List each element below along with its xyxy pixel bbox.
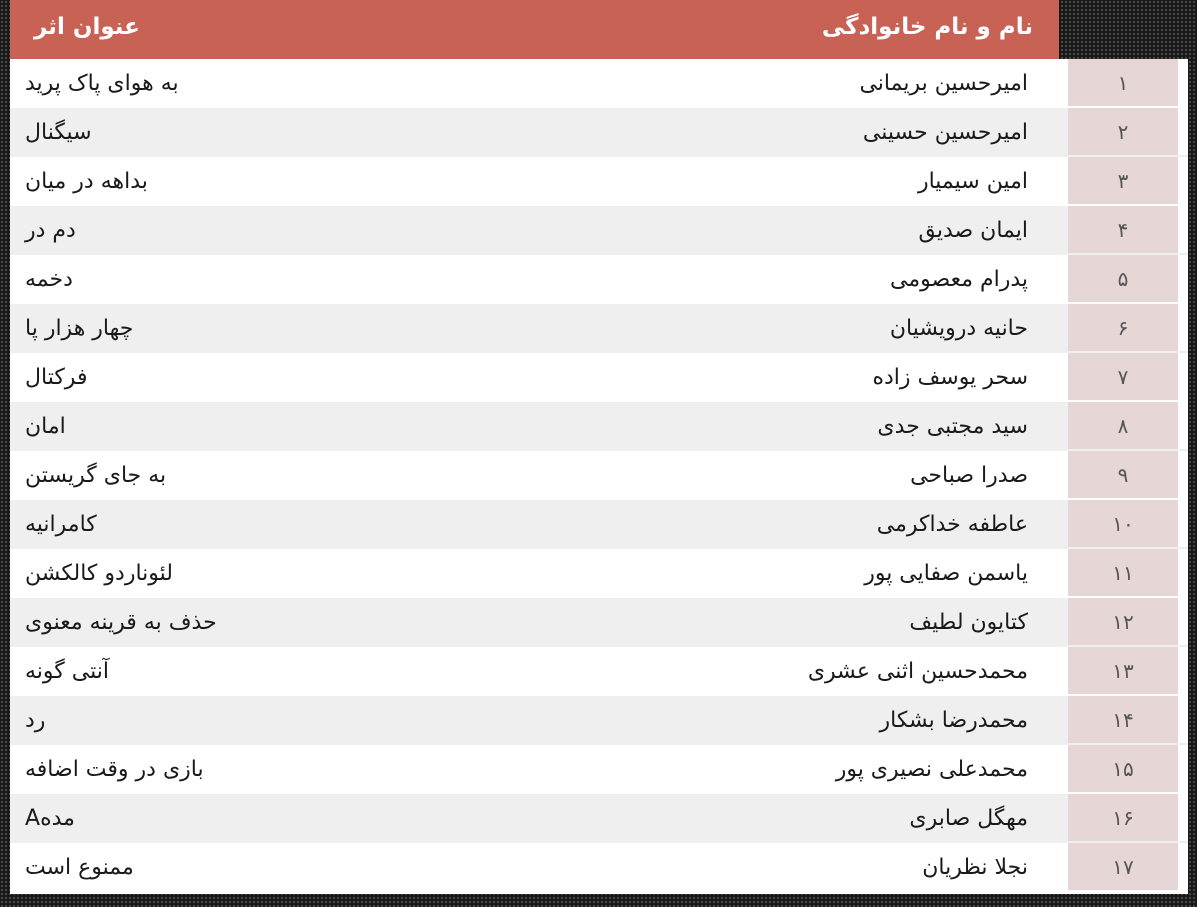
row-number: ۱۰	[1068, 500, 1188, 547]
table-row	[10, 794, 1188, 843]
table-row	[10, 304, 1188, 353]
row-name: امیرحسین حسینی	[862, 120, 1028, 145]
row-name: صدرا صباحی	[910, 463, 1028, 488]
row-name: امین سیمیار	[917, 169, 1028, 194]
row-title: حذف به قرینه معنوی	[25, 610, 217, 635]
table-row	[10, 451, 1188, 500]
row-name: یاسمن صفایی پور	[864, 561, 1028, 586]
row-number: ۴	[1068, 206, 1188, 253]
row-title: دخمه	[25, 267, 73, 292]
table-row	[10, 402, 1188, 451]
row-name: سحر یوسف زاده	[872, 365, 1028, 390]
table-row	[10, 353, 1188, 402]
row-name: ایمان صدیق	[918, 218, 1028, 243]
table-row	[10, 500, 1188, 549]
row-number: ۱۱	[1068, 549, 1188, 596]
row-name: مهگل صابری	[909, 806, 1028, 831]
row-title: بداهه در میان	[25, 169, 148, 194]
table-row	[10, 549, 1188, 598]
row-number: ۱۲	[1068, 598, 1188, 645]
row-title: لئوناردو کالکشن	[25, 561, 173, 586]
row-title: سیگنال	[25, 120, 92, 145]
row-number: ۱۳	[1068, 647, 1188, 694]
row-title: چهار هزار پا	[25, 316, 134, 341]
row-title: آنتی گونه	[25, 659, 109, 684]
row-number: ۱۴	[1068, 696, 1188, 743]
row-number: ۶	[1068, 304, 1188, 351]
table-header	[10, 0, 1059, 59]
row-title: مدهA	[25, 806, 75, 831]
row-number: ۷	[1068, 353, 1188, 400]
column-header-title: عنوان اثر	[34, 14, 140, 40]
row-name: کتایون لطیف	[909, 610, 1028, 635]
row-title: به جای گریستن	[25, 463, 167, 488]
row-name: حانیه درویشیان	[889, 316, 1028, 341]
row-title: امان	[25, 414, 66, 439]
table-row	[10, 59, 1188, 108]
row-number: ۱۵	[1068, 745, 1188, 792]
row-name: محمدرضا بشکار	[879, 708, 1028, 733]
row-number: ۲	[1068, 108, 1188, 155]
table-row	[10, 206, 1188, 255]
row-name: پدرام معصومی	[890, 267, 1028, 292]
row-number: ۱	[1068, 59, 1188, 106]
row-title: کامرانیه	[25, 512, 97, 537]
column-header-name: نام و نام خانوادگی	[821, 14, 1033, 40]
table-row	[10, 745, 1188, 794]
row-name: محمدحسین اثنی عشری	[807, 659, 1028, 684]
table-row	[10, 157, 1188, 206]
table-row	[10, 598, 1188, 647]
row-title: دم در	[25, 218, 76, 243]
row-number: ۱۶	[1068, 794, 1188, 841]
row-number: ۵	[1068, 255, 1188, 302]
row-number: ۳	[1068, 157, 1188, 204]
row-name: محمدعلی نصیری پور	[835, 757, 1028, 782]
row-name: نجلا نظریان	[922, 855, 1028, 880]
row-title: بازی در وقت اضافه	[25, 757, 204, 782]
row-title: رد	[25, 708, 46, 733]
row-number: ۹	[1068, 451, 1188, 498]
row-name: امیرحسین بریمانی	[859, 71, 1028, 96]
table-row	[10, 696, 1188, 745]
row-title: فرکتال	[25, 365, 88, 390]
row-number: ۸	[1068, 402, 1188, 449]
row-name: عاطفه خداکرمی	[876, 512, 1028, 537]
table-row	[10, 108, 1188, 157]
table-row	[10, 255, 1188, 304]
table-row	[10, 647, 1188, 696]
table-row	[10, 843, 1188, 892]
participants-table	[10, 59, 1188, 894]
row-title: ممنوع است	[25, 855, 134, 880]
row-number: ۱۷	[1068, 843, 1188, 890]
row-name: سید مجتبی جدی	[877, 414, 1028, 439]
row-title: به هوای پاک پرید	[25, 71, 179, 96]
